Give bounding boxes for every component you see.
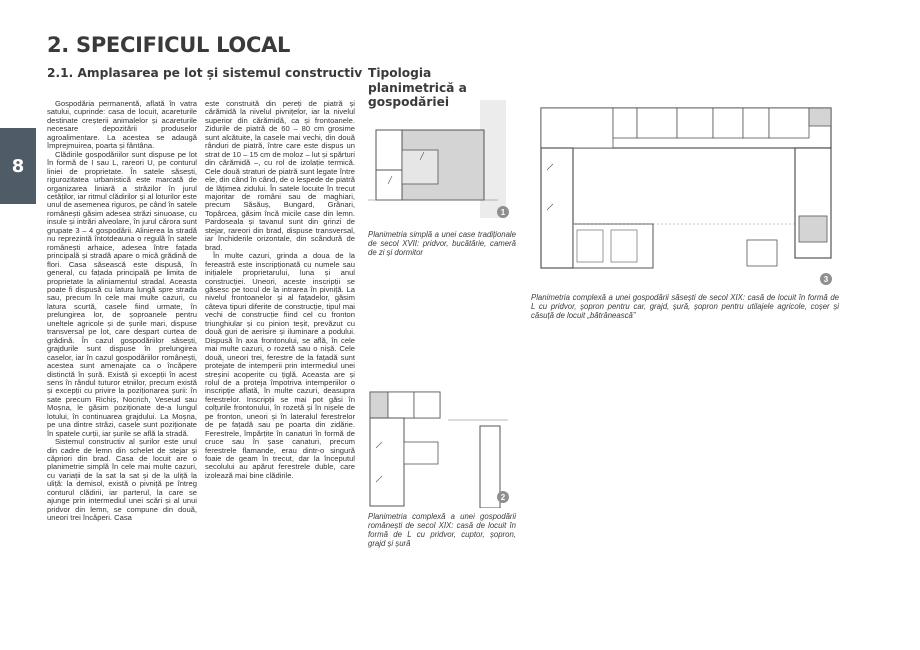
section-subtitle: 2.1. Amplasarea pe lot și sistemul constructiv <box>47 66 363 80</box>
page-number: 8 <box>11 155 25 177</box>
paragraph: Gospodăria permanentă, aflată în vatra satului, cuprinde: casa de locuit, acareturile destinate creșterii animalelor și acareturile necesare depozitării produselor agroalimentare. La acestea se adaugă împrejmuirea, poarta și fântâna. <box>47 99 197 151</box>
paragraph: Clădirile gospodăriilor sunt dispuse pe lot în formă de I sau L, rareori U, pe conturul liniei de proprietate. În satele săsești, rigurozitatea urbanistică este marcată de organizarea liniară a străzilor în jurul cetăților, iar ritmul clădirilor și al loturilor este unul de asemenea riguros, pe când în satele românești găsim adesea străzi sinuoase, cu insule și intrări alveolare, în jurul cărora sunt grupate 3 – 4 gospodării. Alinierea la stradă nu reprezintă întotdeauna o regulă în satele românești arhaice, adesea între fațada principală și stradă apare o mică grădină de flori. Casa săsească este dispusă, în general, cu fațada principală pe limita de proprietate la aliniamentul stradal. Aceasta poate fi dispusă cu latura lungă spre strada sau, precum în cele mai multe cazuri, cu latura scurtă, casele fiind urmate, în prelungirea lor, de șoproanele pentru uneltele agricole și de șurile mari, dispuse transversal pe lot, care despart curtea de grădină. În cazul gospodăriilor săsești, grajdurile sunt dispuse în prelungirea caselor, iar în cazul gospodăriilor românești, acestea sunt amenajate ca o încăpere distinctă în șură. Există și excepții în acest sens în rândul tuturor etniilor, precum există și excepții cu privire la poziționarea șurii: în sate precum Richiș, Nocrich, Veseud sau Moșna, le găsim poziționate de-a lungul lotului, în continuarea grajdului. La Moșna, pe una dintre străzi, casele sunt poziționate în spatele curții, iar șurile se află la stradă. <box>47 149 197 438</box>
figure-2-number: 2 <box>497 491 509 503</box>
page-number-tab <box>0 128 36 204</box>
typology-heading: Tipologia planimetrică a gospodăriei <box>368 66 467 109</box>
paragraph: În multe cazuri, grinda a doua de la fereastră este inscripționată cu numele sau inițialele proprietarului, luna și anul construcției. Uneori, aceste inscripții se găsesc pe tocul de la intrarea în pivniță. La nivelul frontoanelor și al fațadelor, găsim câteva tipuri diferite de construcție, tipul mai vechi de construcție fiind cel cu fronton triunghiular și cu pinion teșit, prevăzut cu două guri de aerisire și iluminare a podului. Dispusă în axa frontonului, se află, în cele mai multe cazuri, o rozetă sau o nișă. Cele două, uneori trei, ferestre de la fațadă sunt protejate de intemperii prin intermediul unei streșini acoperite cu țiglă. Aceasta are și rolul de a proteja împotriva intemperiilor o inscripție aflată, în multe cazuri, deasupra ferestrelor. Inscripții se mai pot găsi în colțurile frontonului, în rozetă și în nișele de pe fronton, uneori și în lateralul ferestrelor de pe fațadă sau pe poarta din zidărie. Ferestrele, împărțite în canaturi în formă de cruce sau în șase canaturi, precum ferestrele flamande, erau dintr-o singură foaie de geam în trecut, dar la începutul secolului au apărut ferestrele duble, care izolează mai bine clădirile. <box>205 251 355 480</box>
floor-plan-1 <box>368 100 518 218</box>
text-column-2 <box>205 100 355 480</box>
page-title: 2. SPECIFICUL LOCAL <box>47 33 291 57</box>
figure-3-number: 3 <box>820 273 832 285</box>
paragraph: Sistemul constructiv al șurilor este unul din cadre de lemn din schelet de stejar și căpriori din brad. Casa de locuit are o planimetrie simplă în cele mai multe cazuri, cu variații de la sat la sat și de la uliță la uliță: la demisol, există o pivniță pe întreg conturul clădirii, iar parterul, la care se ajunge prin intermediul unei scări și al unui pridvor din lemn, se compune din două, uneori trei încăperi. Casa <box>47 437 197 523</box>
paragraph: este construită din pereți de piatră și cărămidă la nivelul pivnițelor, iar la nivelul superior din cărămidă, ca și frontoanele. Zidurile de piatră de 60 – 80 cm grosime sunt alcătuite, la casele mai vechi, din două rânduri de piatră, între care este dispus un strat de 10 – 15 cm de moloz – lut și spărturi din cărămidă –, cu rol de izolație termică. Cele două straturi de piatră sunt legate între ele, din când în când, de o lespede de piatră de lățimea zidului. În satele locuite în trecut majoritar de români sau de maghiari, precum Săsăuș, Bungard, Grânari, Topârcea, găsim încă micile case din lemn. Pardoseala și tavanul sunt din grinzi de stejar, rareori din brad, dispuse transversal, iar închiderile orizontale, din scândură de brad. <box>205 99 355 252</box>
figure-2-caption: Planimetria complexă a unei gospodării românești de secol XIX: casă de locuit în formă de L cu pridvor, cuptor, șopron, grajd și șură <box>368 512 516 548</box>
figure-1-number: 1 <box>497 206 509 218</box>
figure-1-caption: Planimetria simplă a unei case tradiționale de secol XVII: pridvor, bucătărie, cameră de zi și dormitor <box>368 230 516 257</box>
floor-plan-3 <box>533 100 843 275</box>
floor-plan-2 <box>368 390 518 508</box>
text-column-1 <box>47 100 197 523</box>
figure-3-caption: Planimetria complexă a unei gospodării săsești de secol XIX: casă de locuit în formă de L cu pridvor, șopron pentru car, grajd, șură, șopron pentru utilajele agricole, coșer și căsuță de locuit „bătrânească” <box>531 293 839 320</box>
